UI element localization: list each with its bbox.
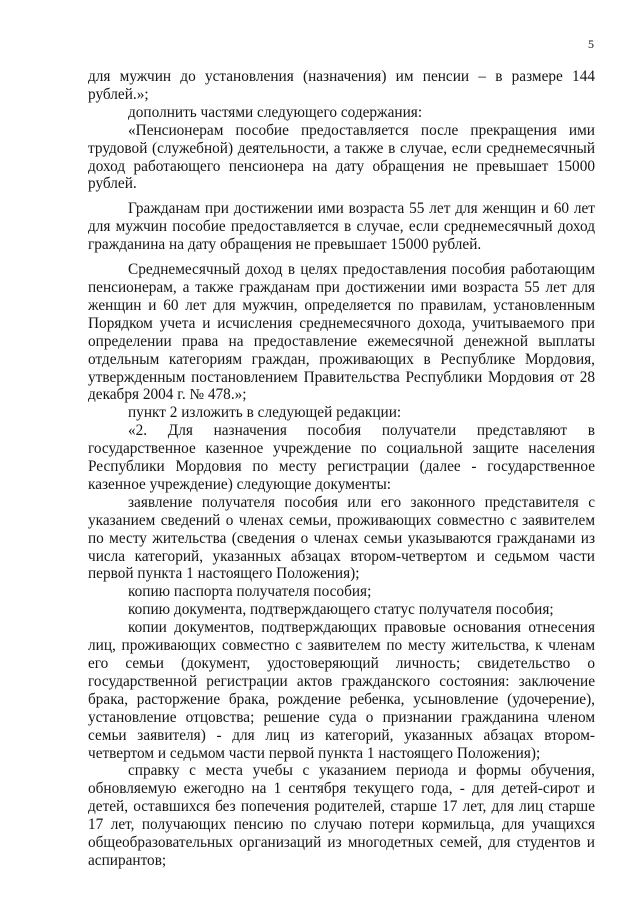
paragraph: дополнить частями следующего содержания: <box>128 103 423 121</box>
paragraph: «Пенсионерам пособие предоставляется после прекращения ими трудовой (служебной) деятельности, а также в случае, если среднемесячный доход работающего пенсионера на дату обращения не превышает 15000 рублей. <box>88 121 595 193</box>
paragraph: «2. Для назначения пособия получатели представляют в государственное казенное учреждение по социальной защите населения Республики Мордовия по месту регистрации (далее - государственное казенное учреждение) следующие документы: <box>88 422 595 493</box>
document-body <box>88 68 595 870</box>
paragraph: для мужчин до установления (назначения) им пенсии – в размере 144 рублей.»; <box>88 68 595 103</box>
paragraph: заявление получателя пособия или его законного представителя с указанием сведений о членах семьи, проживающих совместно с заявителем по месту жительства (сведения о членах семьи указываются гражданами из числа категорий, указанных абзацах втором-четвертом и седьмом части первой пункта 1 настоящего Положения); <box>88 493 595 583</box>
paragraph: справку с места учебы с указанием периода и формы обучения, обновляемую ежегодно на 1 сентября текущего года, - для детей-сирот и детей, оставшихся без попечения родителей, старше 17 лет, для лиц старше 17 лет, получающих пенсию по случаю потери кормильца, для учащихся общеобразовательных организаций из многодетных семей, для студентов и аспирантов; <box>88 762 595 869</box>
paragraph: копию документа, подтверждающего статус получателя пособия; <box>128 601 554 619</box>
paragraph: Гражданам при достижении ими возраста 55 лет для женщин и 60 лет для мужчин пособие предоставляется в случае, если среднемесячный доход гражданина на дату обращения не превышает 15000 рублей. <box>88 200 595 254</box>
paragraph: копии документов, подтверждающих правовые основания отнесения лиц, проживающих совместно с заявителем по месту жительства, к членам его семьи (документ, удостоверяющий личность; свидетельство о государственной регистрации актов гражданского состояния: заключение брака, расторжение брака, рождение ребенка, усыновление (удочерение), установление отцовства; решение суда о признании гражданина членом семьи заявителя) - для лиц из категорий, указанных абзацах втором-четвертом и седьмом части первой пункта 1 настоящего Положения); <box>88 619 595 762</box>
paragraph: пункт 2 изложить в следующей редакции: <box>128 404 402 422</box>
paragraph: Среднемесячный доход в целях предоставления пособия работающим пенсионерам, а также гражданам при достижении ими возраста 55 лет для женщин и 60 лет для мужчин, определяется по правилам, установленным Порядком учета и исчисления среднемесячного дохода, учитываемого при определении права на предоставление ежемесячной денежной выплаты отдельным категориям граждан, проживающих в Республике Мордовия, утвержденным постановлением Правительства Республики Мордовия от 28 декабря 2004 г. № 478.»; <box>88 261 595 404</box>
page-number: 5 <box>588 37 594 51</box>
paragraph: копию паспорта получателя пособия; <box>128 583 372 601</box>
